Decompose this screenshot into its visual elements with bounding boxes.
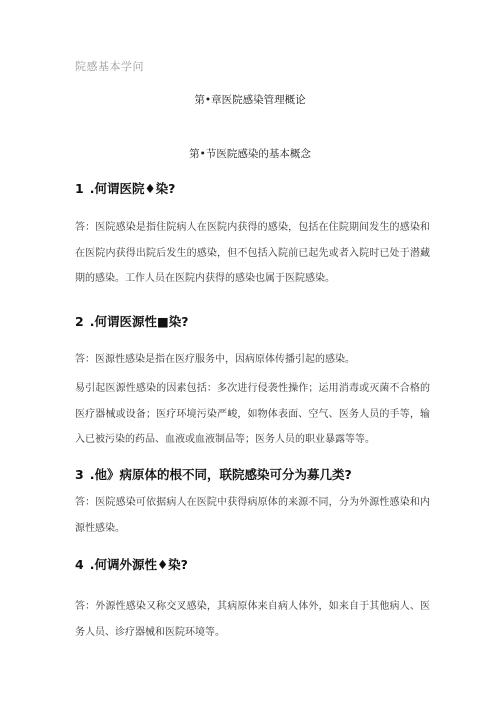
answer-1: 答：医院感染是指住院病人在医院内获得的感染，包括在住院期间发生的感染和在医院内获得出院后发生的感染，但不包括入院前已起先或者入院时已处于潜藏期的感染。工作人员在医院内获得的感染也属于医院感染。	[75, 222, 430, 284]
question-number: 3	[75, 467, 84, 482]
question-number: 1	[75, 181, 84, 196]
answer-4: 答：外源性感染又称交叉感染，其病原体来自病人体外，如来自于其他病人、医务人员、诊疗器械和医院环境等。	[75, 601, 430, 638]
answer-2: 答：医源性感染是指在医疗服务中，因病原体传播引起的感染。	[75, 354, 355, 365]
question-2-heading	[75, 312, 189, 330]
answer-2-factors: 易引起医源性感染的因素包括：多次进行侵袭性操作；运用消毒或灭菌不合格的医疗器械或设备；医疗环境污染严峻，如物体表面、空气、医务人员的手等，输入已被污染的药品、血液或血液制品等；医务人员的职业暴露等等。	[75, 383, 430, 445]
question-3-heading	[75, 465, 352, 483]
question-4-heading	[75, 555, 188, 573]
question-text: .何谓医源性■染?	[89, 314, 189, 329]
question-text: .他》病原体的根不同，联院感染可分为募几类?	[89, 467, 352, 482]
question-number: 4	[75, 557, 84, 572]
question-number: 2	[75, 314, 84, 329]
question-text: .何谓医院♦染?	[89, 181, 176, 196]
question-1-heading	[75, 179, 175, 197]
chapter-title: 第•章医院感染管理概论	[194, 94, 306, 106]
question-text: .何调外源性♦染?	[89, 557, 188, 572]
header-note: 院感基本学问	[75, 60, 144, 73]
section-title: 第•节医院感染的基本概念	[189, 148, 311, 160]
answer-3: 答：医院感染可依据病人在医院中获得病原体的来源不同，分为外源性感染和内源性感染。	[75, 497, 430, 534]
